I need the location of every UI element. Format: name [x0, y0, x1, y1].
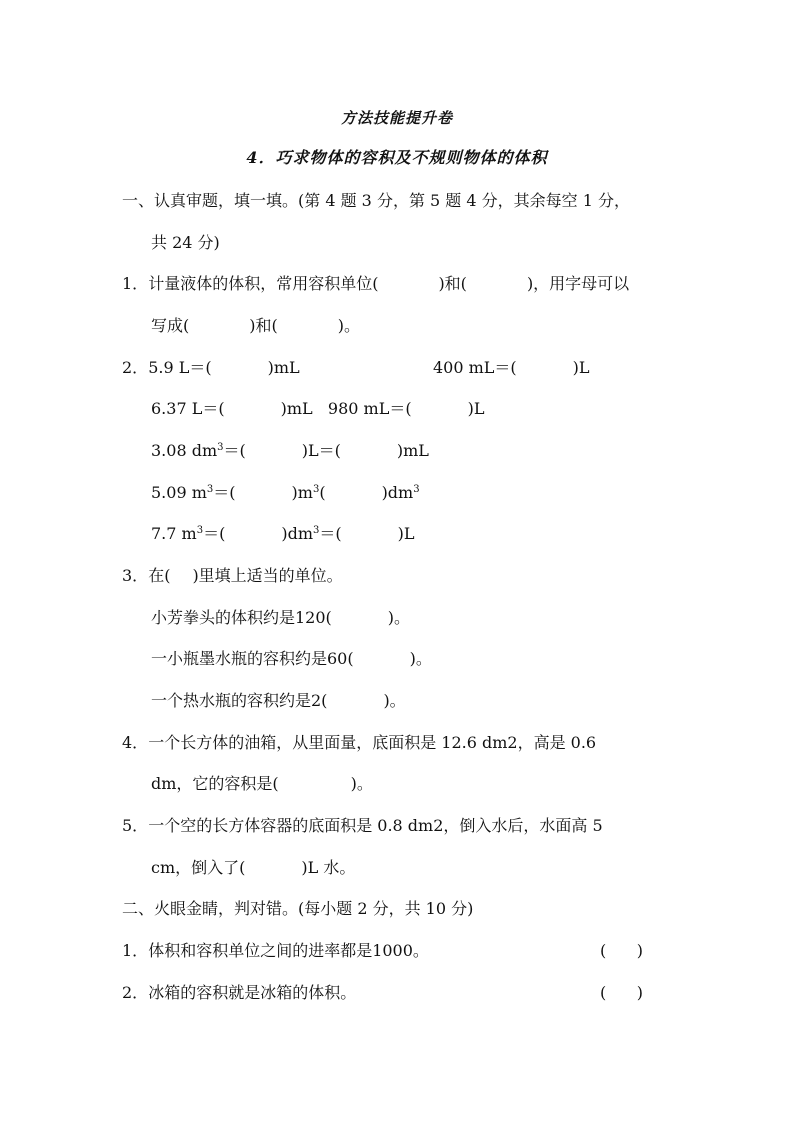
conv-text: 5.9 L＝(	[148, 358, 212, 377]
conv-text: 6.37 L＝(	[151, 399, 225, 418]
s2-q2-answer-blank[interactable]: ( )	[600, 983, 643, 1002]
s1-q1-number: 1．	[122, 274, 149, 293]
q4-text: )。	[350, 774, 373, 793]
section1-heading: 一、认真审题，填一填。(第 4 题 3 分，第 5 题 4 分，其余每空 1 分，	[122, 191, 631, 210]
s2-q1-text: 体积和容积单位之间的进率都是1000。	[148, 941, 429, 960]
q3-text: )。	[383, 691, 406, 710]
q3-text: 小芳拳头的体积约是120(	[151, 608, 332, 627]
s1-q4-number: 4．	[122, 733, 149, 752]
s1-q1-line1	[122, 274, 629, 294]
s1-q3-item1	[151, 608, 410, 628]
page-title: 方法技能提升卷	[340, 109, 453, 127]
conv-text: 7.7 m	[151, 524, 197, 543]
s2-q2-number: 2．	[122, 983, 149, 1002]
s1-q5-line1	[122, 816, 603, 836]
superscript: 3	[312, 484, 320, 495]
superscript: 3	[312, 525, 320, 536]
s2-q1-answer-blank[interactable]: ( )	[600, 941, 643, 960]
conv-text: 3.08 dm	[151, 441, 218, 460]
conv-text: )L	[397, 524, 415, 543]
q3-text: 一小瓶墨水瓶的容积约是60(	[151, 649, 354, 668]
section1-heading-cont: 共 24 分)	[151, 233, 220, 252]
q5-text: )L 水。	[301, 858, 356, 877]
s1-q3-line	[122, 566, 343, 586]
s1-q3-item2	[151, 649, 432, 669]
q5-text: 一个空的长方体容器的底面积是 0.8 dm2，倒入水后，水面高 5	[148, 816, 603, 835]
q3-text: 在(	[148, 566, 171, 585]
conv-text: ＝(	[319, 524, 342, 543]
superscript: 3	[217, 442, 224, 453]
conv-text: )L	[467, 399, 485, 418]
s1-q1-text-c: )，用字母可以	[526, 274, 630, 293]
s2-row2	[151, 399, 484, 419]
s2-row3	[151, 441, 429, 461]
conv-text: )mL	[396, 441, 429, 460]
conv-text: )m	[291, 483, 313, 502]
s2-q2-line	[122, 983, 356, 1003]
superscript: 3	[413, 484, 420, 495]
s1-q1-text-f: )。	[337, 316, 360, 335]
s2-row1-right	[433, 358, 590, 378]
s1-q5-line2	[151, 858, 355, 878]
s2-q2-text: 冰箱的容积就是冰箱的体积。	[148, 983, 357, 1002]
s2-q1-number: 1．	[122, 941, 149, 960]
s2-row5	[151, 524, 414, 544]
conv-text: )dm	[381, 483, 414, 502]
q3-text: 一个热水瓶的容积约是2(	[151, 691, 328, 710]
s1-q1-text-d: 写成(	[151, 316, 190, 335]
s1-q3-item3	[151, 691, 406, 711]
s1-q4-line1	[122, 733, 596, 753]
conv-text: ＝(	[203, 524, 226, 543]
q4-text: dm，它的容积是(	[151, 774, 279, 793]
s2-row4	[151, 483, 420, 503]
s1-q4-line2	[151, 774, 373, 794]
conv-text: 5.09 m	[151, 483, 207, 502]
conv-text: )mL	[280, 399, 313, 418]
conv-text: 980 mL＝(	[327, 399, 412, 418]
superscript: 3	[206, 484, 214, 495]
conv-text: 400 mL＝(	[433, 358, 517, 377]
conv-text: )L	[572, 358, 590, 377]
s1-q1-line2	[151, 316, 360, 336]
conv-text: ＝(	[223, 441, 246, 460]
conv-text: )dm	[281, 524, 313, 543]
s2-row1-left	[122, 358, 300, 378]
q3-text: )。	[387, 608, 411, 627]
s1-q5-number: 5．	[122, 816, 149, 835]
q4-text: 一个长方体的油箱，从里面量，底面积是 12.6 dm2，高是 0.6	[148, 733, 597, 752]
s1-q3-number: 3．	[122, 566, 149, 585]
section2-heading: 二、火眼金睛，判对错。(每小题 2 分，共 10 分)	[122, 899, 474, 918]
conv-text: (	[319, 483, 326, 502]
conv-text: )L＝(	[301, 441, 341, 460]
conv-text: ＝(	[213, 483, 236, 502]
superscript: 3	[196, 525, 204, 536]
conv-text: )mL	[267, 358, 300, 377]
s1-q1-text-b: )和(	[438, 274, 467, 293]
page-subtitle: 4．巧求物体的容积及不规则物体的体积	[246, 148, 548, 167]
q5-text: cm，倒入了(	[151, 858, 246, 877]
s1-q2-number: 2．	[122, 358, 149, 377]
q3-text: )里填上适当的单位。	[192, 566, 343, 585]
q3-text: )。	[409, 649, 432, 668]
s2-q1-line	[122, 941, 429, 961]
s1-q1-text-a: 计量液体的体积，常用容积单位(	[148, 274, 379, 293]
s1-q1-text-e: )和(	[249, 316, 278, 335]
